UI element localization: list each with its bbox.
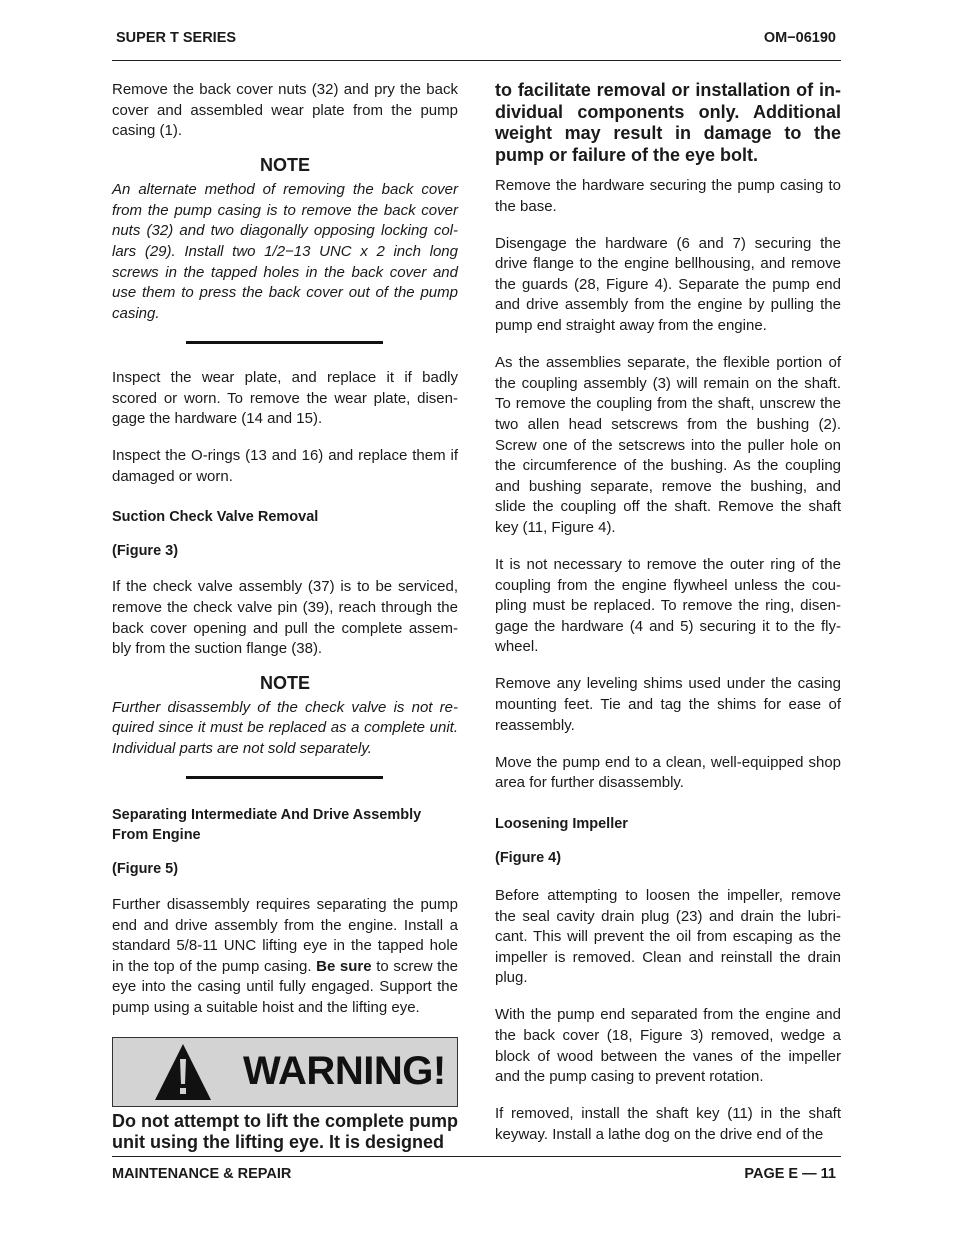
note-text: Further disassembly of the check valve is not re-quired since it must be replaced as a complete unit. Individual parts are not sold separately. [112,698,458,757]
paragraph: Inspect the wear plate, and replace it if badly scored or worn. To remove the wear plate, disen-gage the hardware (14 and 15). [112,368,458,428]
emphasis-text: Be sure [316,957,372,975]
paragraph-text: Further disassembly requires separating the pump end and drive assembly from the engine. Install a standard 5/8-11 UNC lifting eye in the tapped hole in the top of the pump casing. [112,896,458,975]
paragraph: If the check valve assembly (37) is to be serviced, remove the check valve pin (39), reach through the back cover opening and pull the complete assem-bly from the suction flange (38). [112,578,458,658]
warning-text-continued: to facilitate removal or installation of in-dividual components only. Additional weight may result in damage to the pump or failure of the eye bolt. [495,80,841,165]
note-title: NOTE [259,155,310,176]
header-rule [112,60,841,61]
paragraph: As the assemblies separate, the flexible portion of the coupling assembly (3) will remain on the shaft. To remove the coupling from the shaft, unscrew the two allen head setscrews from the bushing (2). Screw one of the setscrews into the puller hole on the circumference of the bushing. As the coupling and bushing separate, remove the bushing, and slide the coupling off the shaft. Remove the shaft key (11, Figure 4). [495,354,841,536]
paragraph: It is not necessary to remove the outer ring of the coupling from the engine flywheel unless the cou-pling must be replaced. To remove the ring, disen-gage the hardware (4 and 5) securing it to the fly-wheel. [495,556,841,656]
header-doc-number: OM−06190 [763,30,836,46]
paragraph: With the pump end separated from the engine and the back cover (18, Figure 3) removed, wedge a block of wood between the vanes of the impeller and the pump casing to prevent rotation. [495,1006,841,1086]
note-block [112,154,458,344]
warning-banner [112,1037,458,1107]
paragraph: Remove the hardware securing the pump casing to the base. [495,177,841,215]
figure-reference: (Figure 5) [112,861,179,878]
left-column [112,80,458,1170]
warning-label: WARNING! [243,1048,446,1093]
note-block [112,672,458,779]
warning-text: Do not attempt to lift the complete pump unit using the lifting eye. It is designed [112,1110,458,1153]
paragraph-text: to screw the eye into the casing until fully engaged. Support the pump using a suitable hoist and the lifting eye. [112,957,459,1017]
note-text: An alternate method of removing the back cover from the pump casing is to remove the back cover nuts (32) and two diagonally opposing locking col-lars (29). Install two 1/2−13 UNC x 2 inch long screws in the tapped holes in the back cover and use them to press the back cover out of the pump casing. [112,181,458,322]
paragraph: Remove any leveling shims used under the casing mounting feet. Tie and tag the shims for ease of reassembly. [495,675,841,734]
paragraph: Before attempting to loosen the impeller, remove the seal cavity drain plug (23) and drain the lubri-cant. This will prevent the oil from escaping as the impeller is removed. Clean and reinstall the drain plug. [495,886,841,987]
header-series: SUPER T SERIES [116,30,237,46]
right-column [495,80,841,1162]
paragraph: Disengage the hardware (6 and 7) securing the drive flange to the engine bellhousing, and remove the guards (28, Figure 4). Separate the pump end and drive assembly from the engine by pulling the pump end straight away from the engine. [495,234,841,335]
warning-triangle-icon [153,1042,213,1102]
paragraph: Move the pump end to a clean, well-equipped shop area for further disassembly. [495,753,841,792]
note-title: NOTE [259,672,310,693]
paragraph [112,895,458,1019]
note-divider [186,776,383,779]
footer-section: MAINTENANCE & REPAIR [112,1166,292,1182]
footer-page-number: PAGE E — 11 [744,1166,836,1182]
section-heading: Loosening Impeller [495,815,628,832]
paragraph: If removed, install the shaft key (11) in the shaft keyway. Install a lathe dog on the drive end of the [495,1105,841,1143]
note-divider [186,341,383,344]
section-heading: Separating Intermediate And Drive Assembly From Engine [112,807,422,844]
figure-reference: (Figure 4) [495,849,562,866]
footer-rule [112,1156,841,1157]
section-heading: Suction Check Valve Removal [112,509,319,526]
paragraph: Inspect the O-rings (13 and 16) and replace them if damaged or worn. [112,447,458,485]
paragraph: Remove the back cover nuts (32) and pry the back cover and assembled wear plate from the pump casing (1). [112,81,458,140]
figure-reference: (Figure 3) [112,543,179,560]
